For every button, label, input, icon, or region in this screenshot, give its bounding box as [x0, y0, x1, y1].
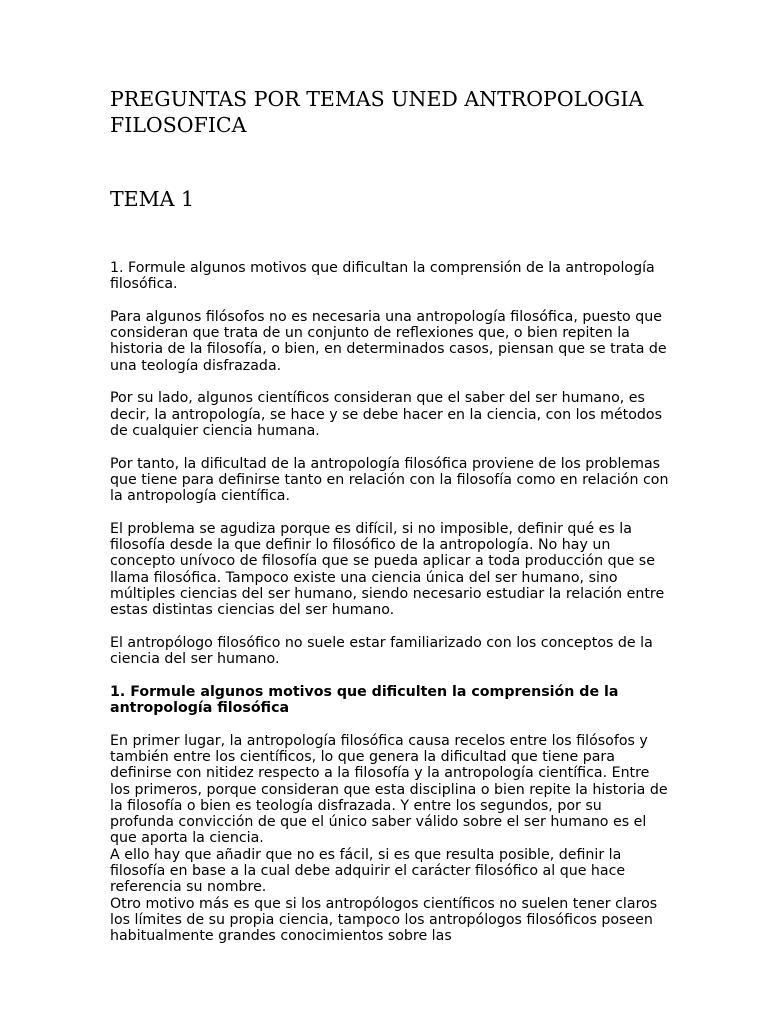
body-paragraph: El antropólogo filosófico no suele estar familiarizado con los conceptos de la ciencia del ser humano. [110, 634, 653, 668]
question-paragraph: 1. Formule algunos motivos que dificultan la comprensión de la antropología filosófica. [110, 260, 655, 293]
answer-paragraph: En primer lugar, la antropología filosófica causa recelos entre los filósofos y también entre los científicos, lo que genera la dificultad que tiene para definirse con nitidez respecto a la filosofía y la antropología científica. Entre los primeros, porque consideran que esta disciplina o bien repite la historia de la filosofía o bien es teología disfrazada. Y entre los segundos, por su profunda convicción de que el único saber válido sobre el ser humano es el que aporta la ciencia. [110, 732, 668, 847]
answer-paragraph: A ello hay que añadir que no es fácil, si es que resulta posible, definir la filosofía en base a la cual debe adquirir el carácter filosófico al que hace referencia su nombre. [110, 846, 626, 896]
document-body [110, 260, 670, 944]
body-paragraph: El problema se agudiza porque es difícil, si no imposible, definir qué es la filosofía desde la que definir lo filosófico de la antropología. No hay un concepto unívoco de filosofía que se pueda aplicar a toda producción que se llama filosófica. Tampoco existe una ciencia única del ser humano, sino múltiples ciencias del ser humano, siendo necesario estudiar la relación entre estas distintas ciencias del ser humano. [110, 520, 665, 619]
document-title: PREGUNTAS POR TEMAS UNED ANTROPOLOGIA FILOSOFICA [110, 87, 644, 137]
answer-paragraph: Otro motivo más es que si los antropólogos científicos no suelen tener claros los límites de su propia ciencia, tampoco los antropólogos filosóficos poseen habitualmente grandes conocimientos sobre las [110, 895, 658, 945]
question-heading: 1. Formule algunos motivos que dificulten la comprensión de la antropología filosófica [110, 683, 619, 717]
section-heading: TEMA 1 [110, 187, 194, 211]
body-paragraph: Por tanto, la dificultad de la antropología filosófica proviene de los problemas que tiene para definirse tanto en relación con la filosofía como en relación con la antropología científica. [110, 455, 669, 505]
body-paragraph: Para algunos filósofos no es necesaria una antropología filosófica, puesto que consideran que trata de un conjunto de reflexiones que, o bien repiten la historia de la filosofía, o bien, en determinados casos, piensan que se trata de una teología disfrazada. [110, 308, 667, 374]
body-paragraph: Por su lado, algunos científicos consideran que el saber del ser humano, es decir, la antropología, se hace y se debe hacer en la ciencia, con los métodos de cualquier ciencia humana. [110, 390, 662, 439]
